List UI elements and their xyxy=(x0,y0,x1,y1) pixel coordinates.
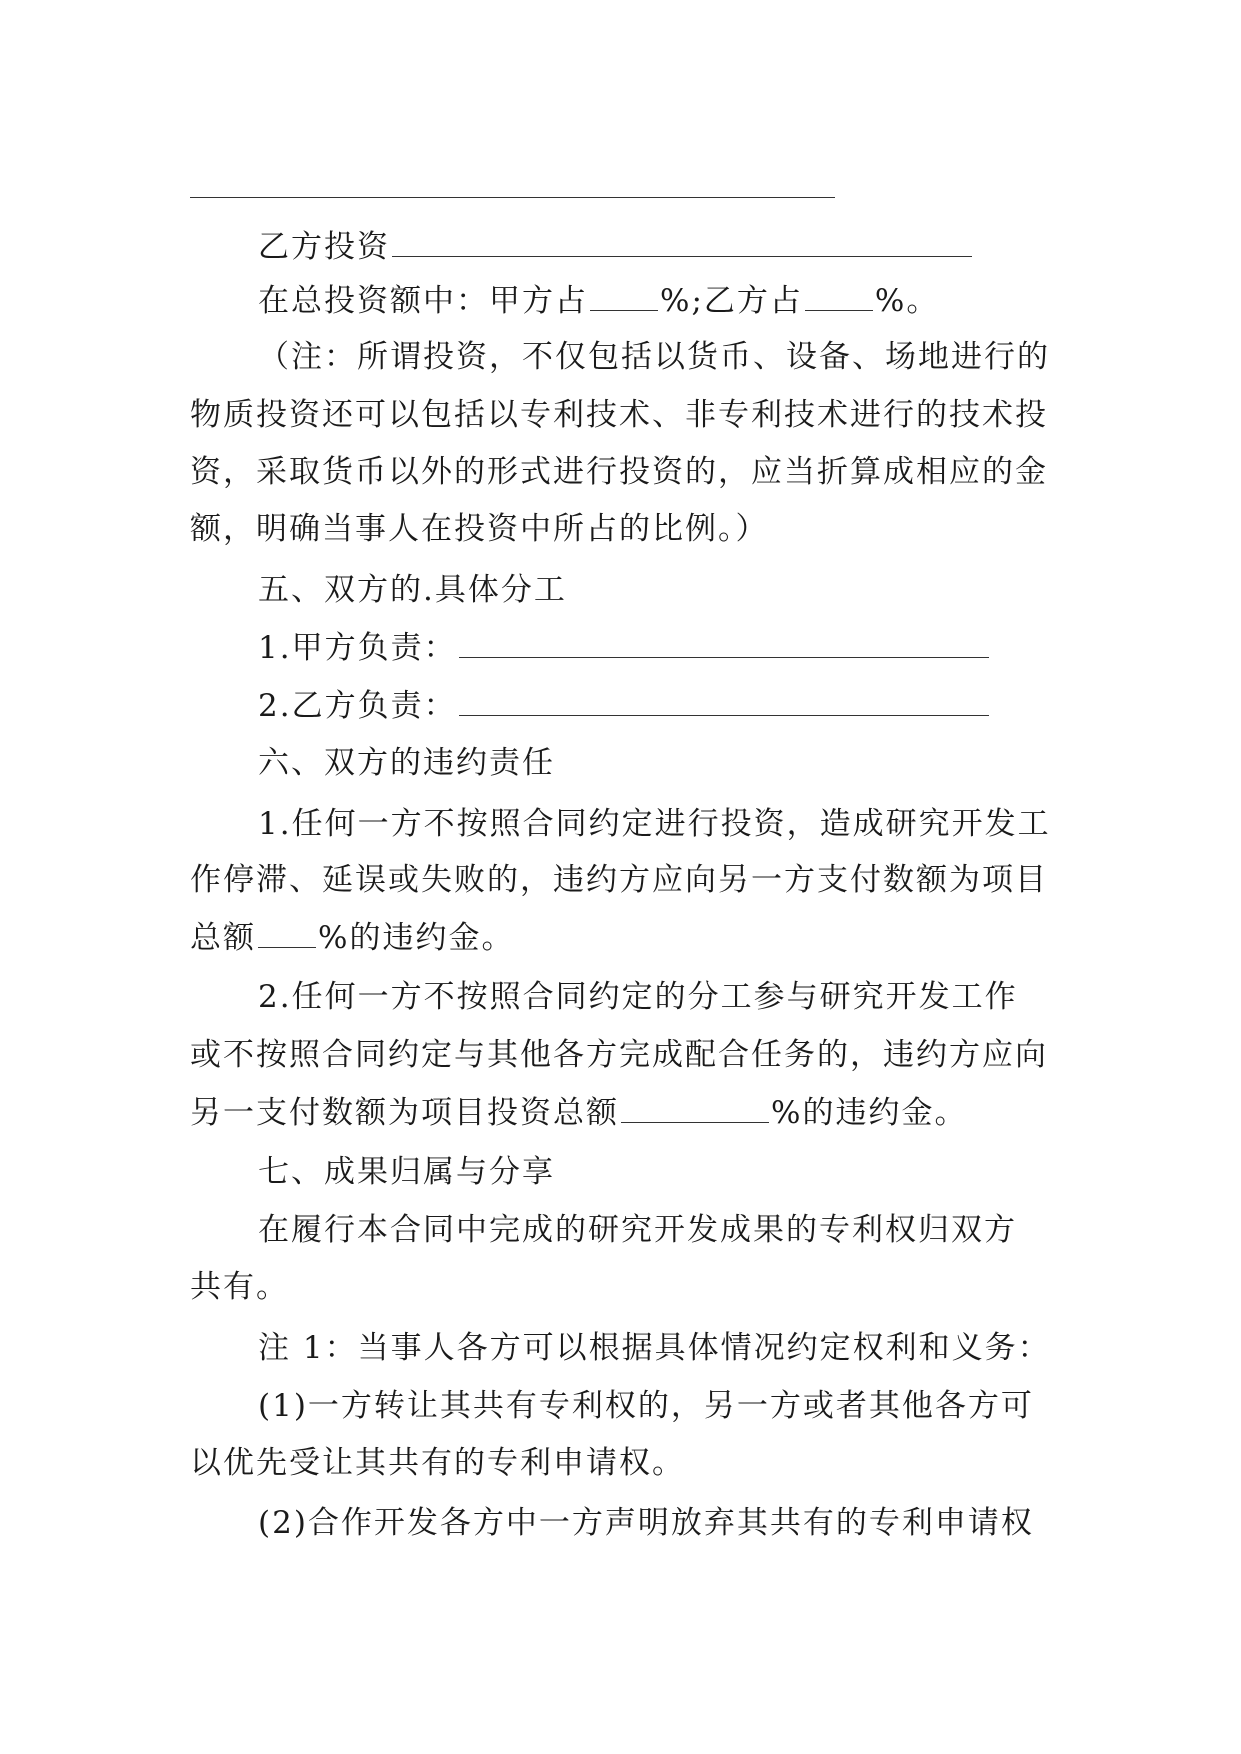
breach-2-penalty-text: %的违约金。 xyxy=(771,1095,968,1131)
breach-1-line-3 xyxy=(190,917,1070,958)
party-b-duty-line xyxy=(258,685,1070,726)
section-6-heading: 六、双方的违约责任 xyxy=(258,745,555,781)
ownership-line-1: 在履行本合同中完成的研究开发成果的专利权归双方 xyxy=(258,1212,1017,1248)
note-1-line: 注 1：当事人各方可以根据具体情况约定权利和义务： xyxy=(258,1330,1051,1366)
breach-2-line-3 xyxy=(190,1092,1070,1133)
party-a-duty-line xyxy=(258,627,1070,668)
party-b-investment-line xyxy=(258,226,1070,267)
note-line-3: 资，采取货币以外的形式进行投资的，应当折算成相应的金 xyxy=(190,454,1048,490)
breach-2-line-1: 2.任何一方不按照合同约定的分工参与研究开发工作 xyxy=(258,979,1018,1015)
ownership-line-2: 共有。 xyxy=(190,1269,289,1305)
breach-2-percent-blank xyxy=(621,1092,769,1123)
breach-1-percent-blank xyxy=(258,917,316,948)
party-b-investment-blank xyxy=(392,226,972,257)
section-5-heading: 五、双方的.具体分工 xyxy=(258,572,567,608)
party-b-duty-label: 2.乙方负责： xyxy=(258,688,457,724)
breach-1-total-label: 总额 xyxy=(190,920,256,956)
breach-1-penalty-text: %的违约金。 xyxy=(318,920,515,956)
investment-share-text: 在总投资额中：甲方占 xyxy=(258,283,588,319)
section-7-heading: 七、成果归属与分享 xyxy=(258,1154,555,1190)
note-line-2: 物质投资还可以包括以专利技术、非专利技术进行的技术投 xyxy=(190,397,1048,433)
clause-1-line-1: (1)一方转让其共有专利权的，另一方或者其他各方可 xyxy=(258,1388,1034,1424)
breach-1-line-1: 1.任何一方不按照合同约定进行投资，造成研究开发工 xyxy=(258,806,1051,842)
breach-2-total-label: 另一支付数额为项目投资总额 xyxy=(190,1095,619,1131)
breach-2-line-2: 或不按照合同约定与其他各方完成配合任务的，违约方应向 xyxy=(190,1037,1048,1073)
clause-1-line-2: 以优先受让其共有的专利申请权。 xyxy=(190,1445,685,1481)
investment-share-line xyxy=(258,280,1070,321)
clause-2-line-1: (2)合作开发各方中一方声明放弃其共有的专利申请权 xyxy=(258,1505,1034,1541)
breach-1-line-2: 作停滞、延误或失败的，违约方应向另一方支付数额为项目 xyxy=(190,862,1048,898)
top-blank-line xyxy=(190,197,835,198)
party-b-duty-blank xyxy=(459,685,989,716)
party-a-duty-blank xyxy=(459,627,989,658)
party-b-investment-label: 乙方投资 xyxy=(258,229,390,265)
note-line-1: （注：所谓投资，不仅包括以货币、设备、场地进行的 xyxy=(258,339,1050,375)
party-a-share-blank xyxy=(590,280,658,311)
party-b-share-blank xyxy=(805,280,873,311)
party-b-share-text: %;乙方占 xyxy=(660,283,803,319)
note-line-4: 额，明确当事人在投资中所占的比例。） xyxy=(190,511,769,547)
share-end-text: %。 xyxy=(874,283,940,319)
party-a-duty-label: 1.甲方负责： xyxy=(258,630,457,666)
